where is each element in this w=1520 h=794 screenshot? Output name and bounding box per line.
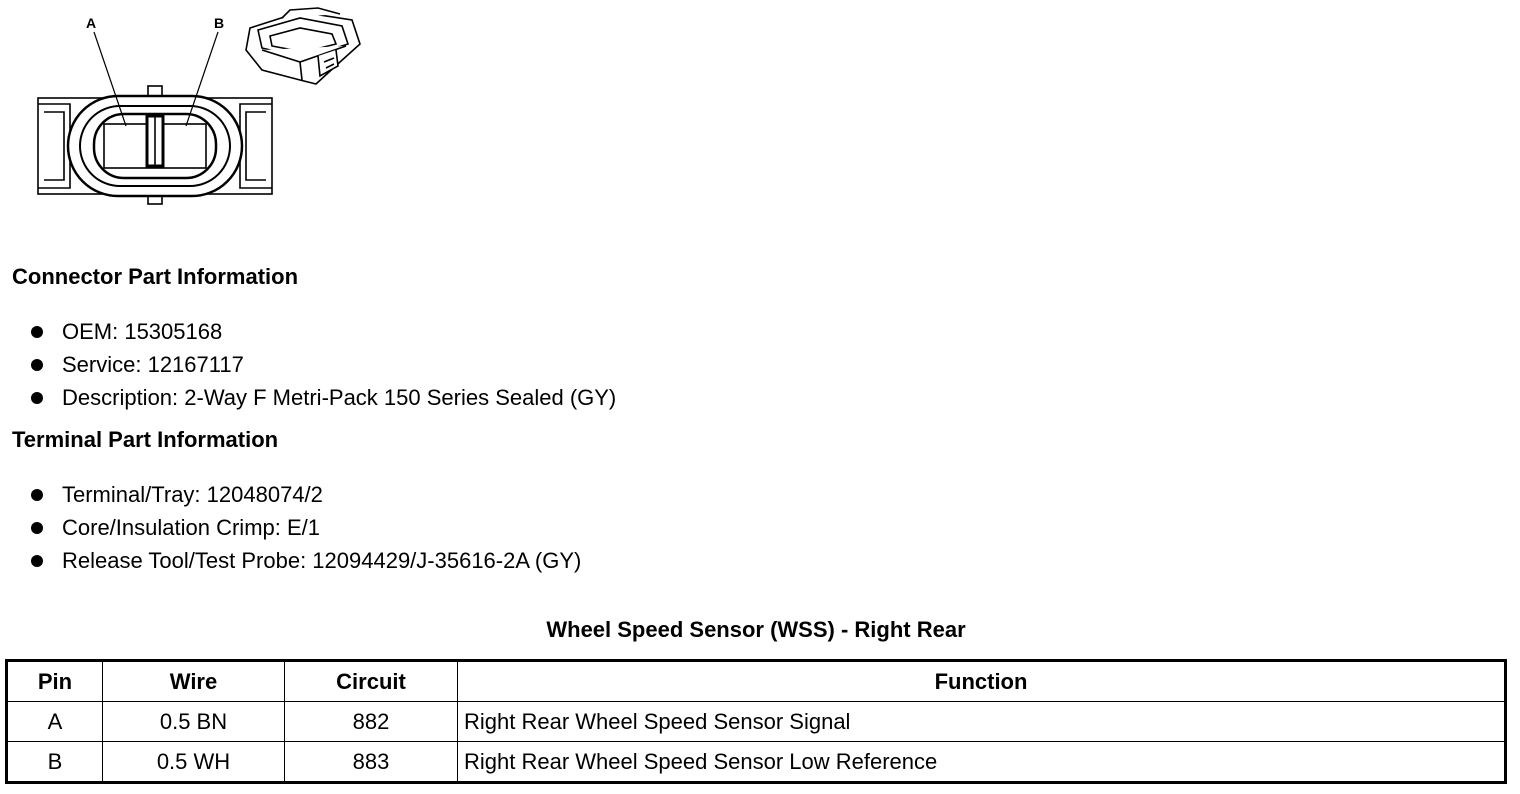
- bullet-icon: [31, 392, 43, 404]
- list-item: [28, 348, 616, 381]
- list-item-text: Core/Insulation Crimp: E/1: [62, 514, 320, 540]
- cell-function: Right Rear Wheel Speed Sensor Signal: [458, 702, 1506, 742]
- terminal-info-heading: Terminal Part Information: [12, 427, 279, 452]
- pinout-table: [5, 659, 1507, 784]
- list-item-text: Service: 12167117: [62, 351, 244, 377]
- cell-circuit: 883: [285, 742, 458, 783]
- connector-info-list: [28, 315, 616, 414]
- pin-label-b: B: [214, 15, 225, 31]
- connector-info-heading: Connector Part Information: [12, 264, 299, 289]
- cell-function: Right Rear Wheel Speed Sensor Low Reference: [458, 742, 1506, 783]
- table-header-row: [7, 661, 1506, 702]
- list-item: [28, 478, 581, 511]
- terminal-info-list: [28, 478, 581, 577]
- header-wire: Wire: [103, 661, 285, 702]
- bullet-icon: [31, 555, 43, 567]
- header-circuit: Circuit: [285, 661, 458, 702]
- list-item: [28, 544, 581, 577]
- list-item-text: Description: 2-Way F Metri-Pack 150 Series Sealed (GY): [62, 384, 617, 410]
- pin-label-a: A: [86, 15, 97, 31]
- table-row: [7, 742, 1506, 783]
- list-item-text: Release Tool/Test Probe: 12094429/J-35616-2A (GY): [62, 547, 582, 573]
- connector-isometric-icon: [246, 8, 360, 84]
- table-row: [7, 702, 1506, 742]
- bullet-icon: [31, 359, 43, 371]
- list-item-text: OEM: 15305168: [62, 318, 223, 344]
- bullet-icon: [31, 522, 43, 534]
- header-function: Function: [458, 661, 1506, 702]
- cell-wire: 0.5 BN: [103, 702, 285, 742]
- connector-diagram: [0, 0, 380, 215]
- list-item: [28, 381, 616, 414]
- cell-pin: A: [7, 702, 103, 742]
- bullet-icon: [31, 489, 43, 501]
- cell-wire: 0.5 WH: [103, 742, 285, 783]
- header-pin: Pin: [7, 661, 103, 702]
- table-title: Wheel Speed Sensor (WSS) - Right Rear: [546, 617, 966, 642]
- cell-circuit: 882: [285, 702, 458, 742]
- bullet-icon: [31, 326, 43, 338]
- cell-pin: B: [7, 742, 103, 783]
- list-item: [28, 511, 581, 544]
- list-item-text: Terminal/Tray: 12048074/2: [62, 481, 323, 507]
- list-item: [28, 315, 616, 348]
